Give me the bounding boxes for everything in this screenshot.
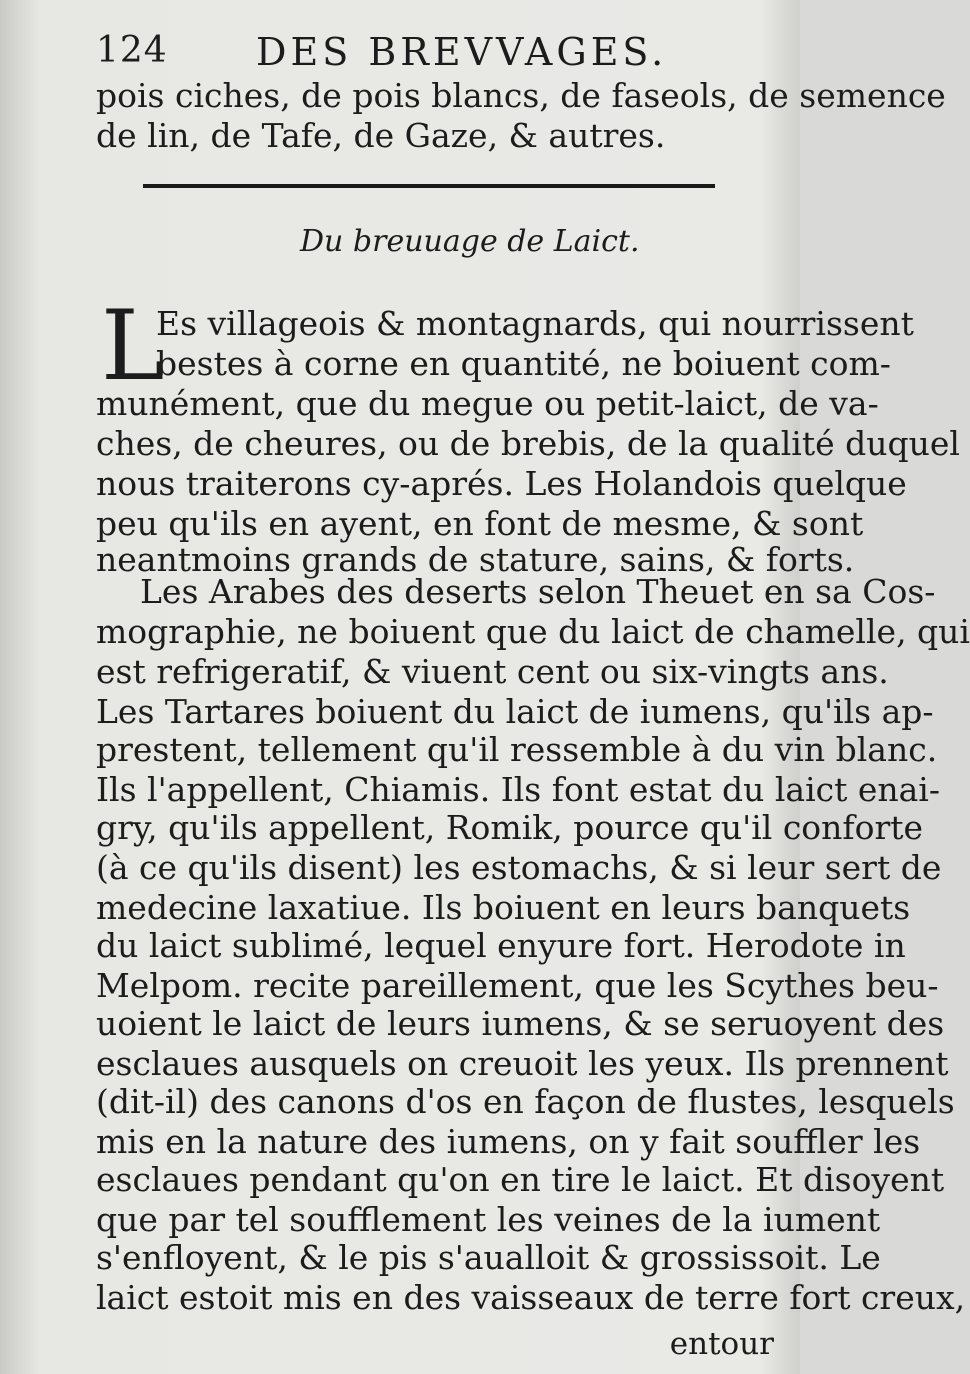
text-line: ches, de cheures, ou de brebis, de la qualité duquel xyxy=(96,424,960,463)
page-number: 124 xyxy=(96,30,168,71)
text-line: est refrigeratif, & viuent cent ou six-vingts ans. xyxy=(96,652,889,691)
text-line: Ils l'appellent, Chiamis. Ils font estat du laict enai- xyxy=(96,770,941,809)
text-line: munément, que du megue ou petit-laict, de va- xyxy=(96,384,879,423)
text-line: (dit-il) des canons d'os en façon de flustes, lesquels xyxy=(96,1082,955,1121)
text-line: Les Arabes des deserts selon Theuet en sa Cos- xyxy=(140,572,936,611)
text-line: medecine laxatiue. Ils boiuent en leurs banquets xyxy=(96,888,911,927)
text-line: (à ce qu'ils disent) les estomachs, & si leur sert de xyxy=(96,848,942,887)
drop-cap: L xyxy=(101,290,165,402)
text-line: de lin, de Tafe, de Gaze, & autres. xyxy=(96,116,666,155)
text-line: esclaues ausquels on creuoit les yeux. Ils prennent xyxy=(96,1044,949,1083)
text-line: uoient le laict de leurs iumens, & se seruoyent des xyxy=(96,1004,945,1043)
text-line: Es villageois & montagnards, qui nourrissent xyxy=(156,304,914,343)
running-title: DES BREVVAGES. xyxy=(256,30,668,74)
text-line: neantmoins grands de stature, sains, & forts. xyxy=(96,540,855,579)
page-header xyxy=(96,24,746,76)
text-line: bestes à corne en quantité, ne boiuent com- xyxy=(156,344,891,383)
text-line: prestent, tellement qu'il ressemble à du vin blanc. xyxy=(96,730,938,769)
text-line: Les Tartares boiuent du laict de iumens, qu'ils ap- xyxy=(96,692,934,731)
text-line: laict estoit mis en des vaisseaux de terre fort creux, xyxy=(96,1278,966,1317)
text-line: nous traiterons cy-aprés. Les Holandois quelque xyxy=(96,464,907,503)
text-line: gry, qu'ils appellent, Romik, pource qu'il conforte xyxy=(96,808,924,847)
text-line: Melpom. recite pareillement, que les Scythes beu- xyxy=(96,966,939,1005)
text-line: du laict sublimé, lequel enyure fort. Herodote in xyxy=(96,926,906,965)
text-line: s'enfloyent, & le pis s'aualloit & grossissoit. Le xyxy=(96,1238,881,1277)
text-line: esclaues pendant qu'on en tire le laict. Et disoyent xyxy=(96,1160,945,1199)
text-line: que par tel soufflement les veines de la iument xyxy=(96,1200,881,1239)
text-line: mographie, ne boiuent que du laict de chamelle, qui xyxy=(96,612,970,651)
text-line: pois ciches, de pois blancs, de faseols, de semence xyxy=(96,76,946,115)
section-heading: Du breuuage de Laict. xyxy=(300,224,640,259)
catchword: entour xyxy=(669,1326,774,1362)
text-line: mis en la nature des iumens, on y fait souffler les xyxy=(96,1122,921,1161)
text-line: peu qu'ils en ayent, en font de mesme, & sont xyxy=(96,504,864,543)
section-divider xyxy=(143,184,715,188)
